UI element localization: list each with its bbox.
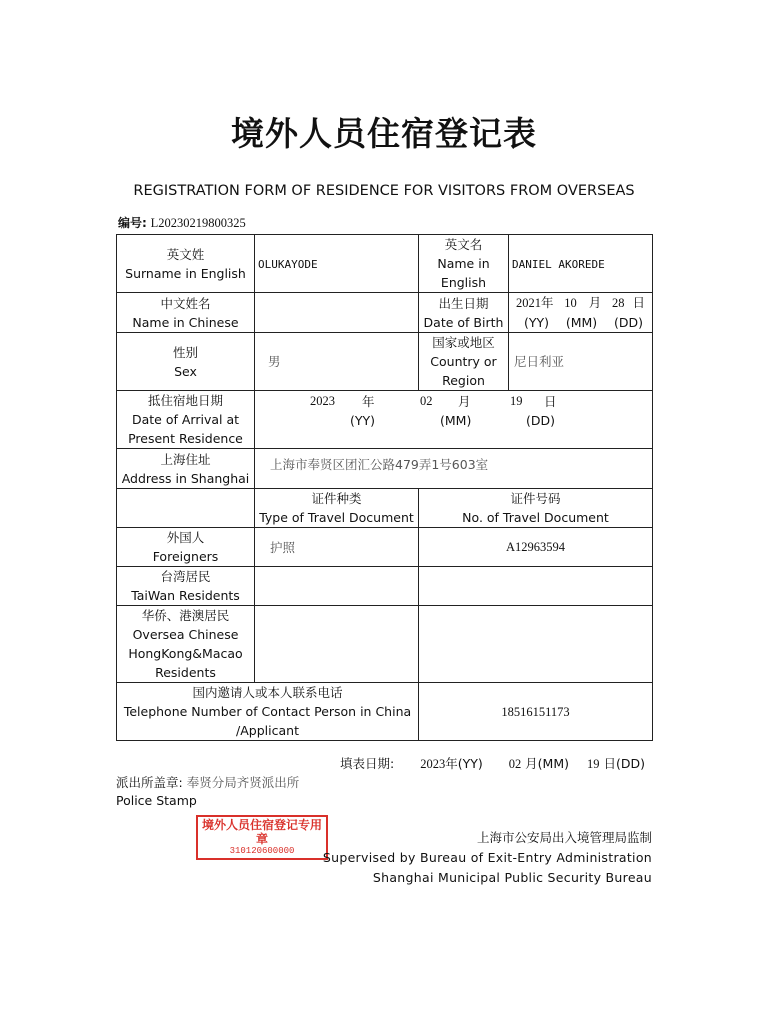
fill-date — [340, 754, 645, 772]
supervised-cn: 上海市公安局出入境管理局监制 — [476, 830, 652, 845]
arrival-mm: (MM) — [440, 413, 472, 428]
given-name-label-en-1: Name in — [437, 256, 490, 271]
arrival-label-cell — [117, 391, 255, 449]
surname-value: OLUKAYODE — [258, 257, 318, 271]
birth-day: 28 — [612, 296, 625, 310]
chinese-name-value-cell — [255, 293, 419, 333]
serial-number — [118, 214, 246, 231]
given-name-label-en-2: English — [440, 275, 487, 290]
surname-label-en: Surname in English — [125, 265, 246, 281]
chinese-name-label-en: Name in Chinese — [132, 314, 239, 330]
foreigners-doc-no-cell — [419, 528, 653, 567]
birth-dd: (DD) — [613, 315, 643, 330]
table-row — [117, 293, 653, 333]
telephone-label-en-2: /Applicant — [236, 723, 299, 738]
chinese-name-label-cell — [117, 293, 255, 333]
red-seal-stamp — [196, 815, 328, 860]
serial-value: L20230219800325 — [150, 216, 246, 230]
birth-year-unit: 年 — [541, 295, 554, 310]
arrival-value-cell — [255, 391, 653, 449]
birth-yy: (YY) — [524, 315, 550, 330]
given-name-label-cell — [419, 235, 509, 293]
overseas-label-en-2: HongKong&Macao — [128, 646, 243, 661]
table-row — [117, 567, 653, 606]
foreigners-doc-type: 护照 — [270, 539, 296, 555]
doc-no-header-cn: 证件号码 — [510, 491, 561, 506]
telephone-value: 18516151173 — [501, 704, 570, 719]
telephone-label-cell — [117, 683, 419, 741]
police-stamp-label: 派出所盖章: — [116, 775, 183, 790]
arrival-day: 19 — [510, 394, 523, 408]
foreigners-doc-type-cell — [255, 528, 419, 567]
form-title-chinese: 境外人员住宿登记表 — [231, 114, 537, 153]
address-label-cell — [117, 449, 255, 489]
telephone-value-cell — [419, 683, 653, 741]
sex-label-en: Sex — [174, 363, 197, 379]
birth-label-cell — [419, 293, 509, 333]
telephone-label-cn: 国内邀请人或本人联系电话 — [192, 685, 343, 700]
overseas-label-en-1: Oversea Chinese — [132, 627, 239, 642]
birth-year: 2021 — [516, 296, 541, 310]
fill-month-unit: 月(MM) — [525, 756, 569, 771]
address-label-en: Address in Shanghai — [121, 470, 250, 486]
table-row — [117, 449, 653, 489]
telephone-label-en-1: Telephone Number of Contact Person in China — [123, 704, 412, 719]
sex-value-cell — [255, 333, 419, 391]
address-value: 上海市奉贤区团汇公路479弄1号603室 — [270, 457, 489, 472]
sex-value: 男 — [268, 354, 281, 369]
overseas-doc-type-cell — [255, 606, 419, 683]
foreigners-label-cn: 外国人 — [166, 530, 205, 545]
taiwan-doc-type-cell — [255, 567, 419, 606]
country-label-en-1: Country or — [430, 354, 497, 369]
country-label-en-2: Region — [442, 373, 485, 388]
birth-day-unit: 日 — [632, 295, 645, 310]
doc-type-header-en: Type of Travel Document — [259, 510, 414, 525]
police-stamp-row — [116, 773, 299, 791]
fill-day-unit: 日(DD) — [603, 756, 645, 771]
arrival-date-units — [258, 411, 649, 430]
given-name-label-cn: 英文名 — [444, 237, 483, 252]
table-row — [117, 391, 653, 449]
address-label-cn: 上海住址 — [160, 451, 211, 467]
registration-table — [116, 234, 653, 741]
birth-month: 10 — [564, 296, 577, 310]
sex-label-cn: 性别 — [172, 344, 198, 360]
doc-header-empty-cell — [117, 489, 255, 528]
doc-no-header-en: No. of Travel Document — [462, 510, 609, 525]
police-station-name: 奉贤分局齐贤派出所 — [186, 775, 300, 790]
arrival-day-unit: 日 — [544, 394, 557, 409]
foreigners-doc-no: A12963594 — [505, 540, 566, 554]
given-name-value: DANIEL AKOREDE — [512, 257, 605, 271]
doc-no-header-cell — [419, 489, 653, 528]
sex-label-cell — [117, 333, 255, 391]
fill-year: 2023 — [420, 757, 446, 771]
table-row — [117, 235, 653, 293]
table-row — [117, 528, 653, 567]
surname-label-cell — [117, 235, 255, 293]
country-value-cell — [509, 333, 653, 391]
surname-label-cn: 英文姓 — [166, 246, 205, 262]
form-title-english: REGISTRATION FORM OF RESIDENCE FOR VISITORS FROM OVERSEAS — [133, 183, 635, 199]
supervised-en-1: Supervised by Bureau of Exit-Entry Administration — [322, 850, 652, 865]
chinese-name-label-cn: 中文姓名 — [160, 295, 211, 311]
overseas-doc-no-cell — [419, 606, 653, 683]
address-value-cell — [255, 449, 653, 489]
taiwan-label-en: TaiWan Residents — [131, 588, 240, 603]
serial-label: 编号: — [118, 216, 147, 230]
fill-year-unit: 年(YY) — [445, 756, 483, 771]
police-stamp-en: Police Stamp — [116, 793, 197, 808]
arrival-month: 02 — [420, 394, 433, 408]
country-label-cn: 国家或地区 — [432, 335, 495, 350]
birth-month-unit: 月 — [588, 295, 602, 310]
country-value: 尼日利亚 — [514, 354, 565, 369]
foreigners-label-en: Foreigners — [152, 549, 219, 564]
arrival-label-cn: 抵住宿地日期 — [147, 393, 223, 408]
surname-value-cell — [255, 235, 419, 293]
arrival-label-en-2: Present Residence — [128, 431, 243, 446]
seal-title: 境外人员住宿登记专用章 — [201, 818, 322, 846]
arrival-label-en-1: Date of Arrival at — [131, 412, 240, 427]
fill-date-label: 填表日期: — [340, 756, 395, 771]
table-row — [117, 333, 653, 391]
given-name-value-cell — [509, 235, 653, 293]
arrival-date-values — [258, 392, 649, 411]
arrival-year: 2023 — [310, 394, 335, 408]
table-row — [117, 489, 653, 528]
overseas-label-cell — [117, 606, 255, 683]
birth-label-cn: 出生日期 — [438, 295, 489, 311]
birth-date-units — [512, 313, 649, 332]
birth-mm: (MM) — [565, 315, 598, 330]
taiwan-doc-no-cell — [419, 567, 653, 606]
fill-day: 19 — [586, 757, 600, 771]
arrival-year-unit: 年 — [362, 394, 375, 409]
arrival-month-unit: 月 — [458, 394, 471, 409]
arrival-dd: (DD) — [526, 413, 556, 428]
birth-value-cell — [509, 293, 653, 333]
doc-type-header-cn: 证件种类 — [311, 491, 362, 506]
birth-date-values — [512, 293, 649, 313]
overseas-label-en-3: Residents — [155, 665, 216, 680]
table-row — [117, 683, 653, 741]
doc-type-header-cell — [255, 489, 419, 528]
seal-number: 310120600000 — [229, 846, 295, 856]
country-label-cell — [419, 333, 509, 391]
foreigners-label-cell — [117, 528, 255, 567]
table-row — [117, 606, 653, 683]
taiwan-label-cn: 台湾居民 — [160, 569, 211, 584]
fill-month: 02 — [508, 757, 522, 771]
supervised-en-2: Shanghai Municipal Public Security Bureau — [372, 870, 652, 885]
taiwan-label-cell — [117, 567, 255, 606]
birth-label-en: Date of Birth — [423, 314, 504, 330]
overseas-label-cn: 华侨、港澳居民 — [141, 608, 230, 623]
arrival-yy: (YY) — [350, 413, 376, 428]
